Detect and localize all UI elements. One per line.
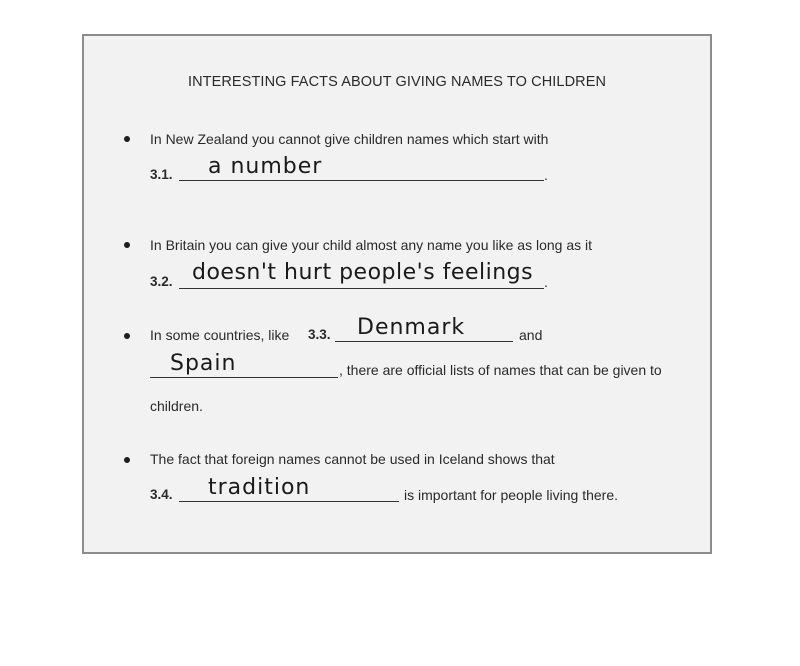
item-1-end: . bbox=[544, 167, 548, 183]
item-1-text: In New Zealand you cannot give children names which start with bbox=[150, 131, 549, 147]
bullet-icon bbox=[124, 136, 130, 142]
answer-3-4-handwriting: tradition bbox=[208, 475, 311, 500]
item-2-number: 3.2. bbox=[150, 274, 173, 289]
item-3-text: In some countries, like bbox=[150, 327, 290, 343]
item-3-joiner: and bbox=[519, 327, 543, 343]
bullet-icon bbox=[124, 457, 130, 463]
bullet-icon bbox=[124, 242, 130, 248]
answer-3-4-blank[interactable] bbox=[179, 501, 399, 502]
worksheet-title: INTERESTING FACTS ABOUT GIVING NAMES TO CHILDREN bbox=[187, 74, 607, 90]
answer-3-3b-blank[interactable] bbox=[150, 377, 338, 378]
item-4-number: 3.4. bbox=[150, 487, 173, 502]
item-2-text: In Britain you can give your child almost any name you like as long as it bbox=[150, 237, 593, 253]
answer-3-3a-handwriting: Denmark bbox=[357, 315, 466, 340]
item-3-text-3: children. bbox=[150, 398, 203, 414]
answer-3-2-handwriting: doesn't hurt people's feelings bbox=[192, 260, 534, 285]
answer-3-1-blank[interactable] bbox=[179, 180, 544, 181]
answer-3-3b-handwriting: Spain bbox=[170, 351, 237, 376]
answer-3-3a-blank[interactable] bbox=[335, 341, 513, 342]
item-4-text: The fact that foreign names cannot be used in Iceland shows that bbox=[150, 451, 555, 467]
answer-3-1-handwriting: a number bbox=[208, 154, 323, 179]
item-2-end: . bbox=[544, 274, 548, 290]
item-3-number: 3.3. bbox=[308, 327, 331, 342]
bullet-icon bbox=[124, 333, 130, 339]
answer-3-2-blank[interactable] bbox=[179, 288, 544, 289]
item-1-number: 3.1. bbox=[150, 167, 173, 182]
worksheet bbox=[82, 34, 712, 554]
item-4-text-2: is important for people living there. bbox=[404, 487, 618, 503]
item-3-text-2: , there are official lists of names that can be given to bbox=[339, 362, 662, 378]
